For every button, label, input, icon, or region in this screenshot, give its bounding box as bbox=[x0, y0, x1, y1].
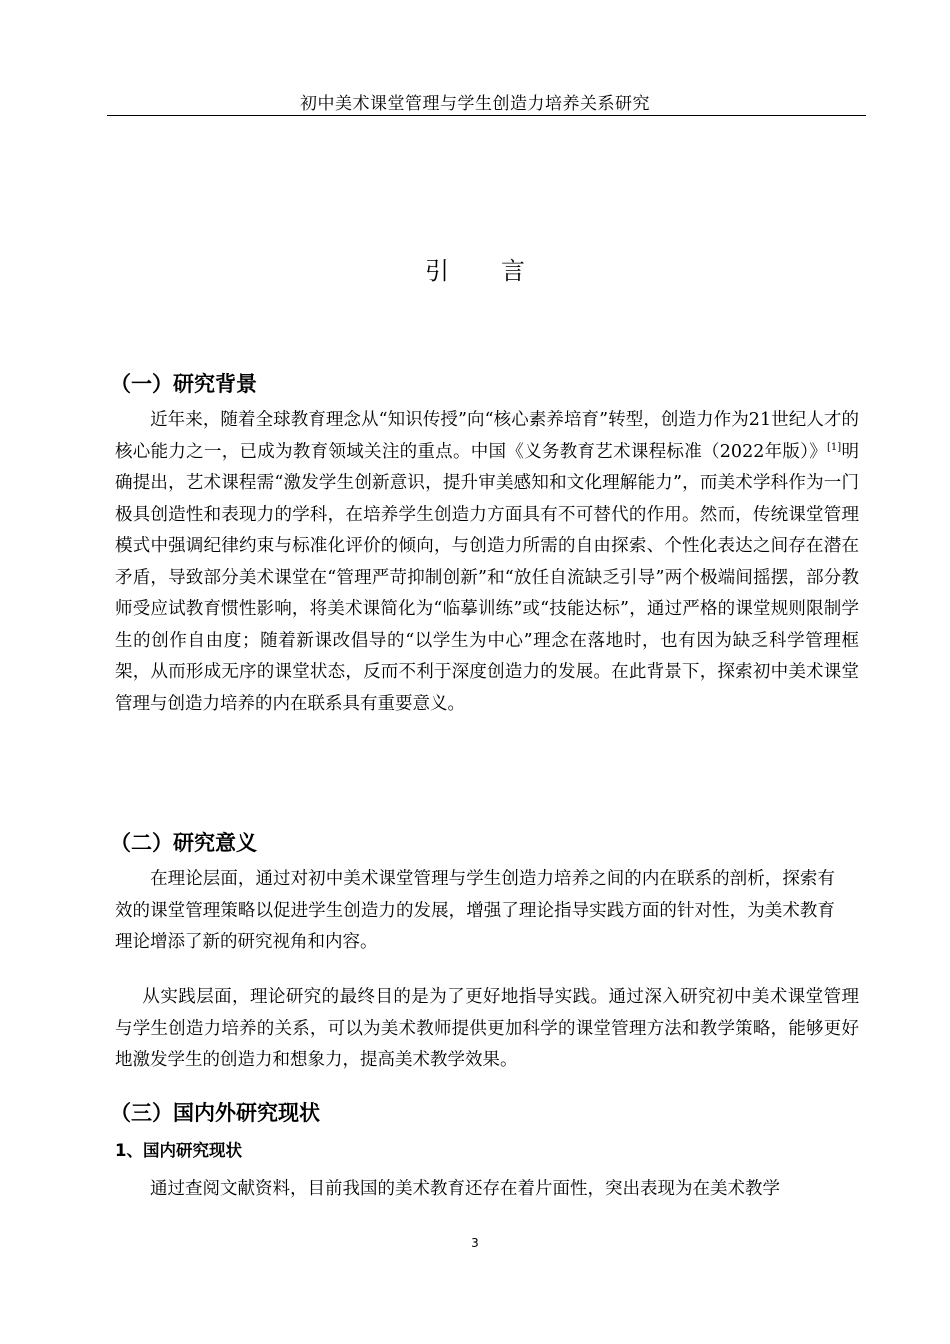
running-header-title: 初中美术课堂管理与学生创造力培养关系研究 bbox=[300, 94, 650, 114]
section-heading-significance: （二）研究意义 bbox=[110, 831, 257, 855]
background-paragraph bbox=[115, 405, 859, 720]
page-number: 3 bbox=[471, 1236, 479, 1250]
section-heading-background: （一）研究背景 bbox=[110, 372, 257, 396]
chapter-title: 引言 bbox=[425, 257, 577, 285]
domestic-status-paragraph bbox=[115, 1174, 859, 1206]
subheading-domestic-status: 1、国内研究现状 bbox=[115, 1141, 242, 1160]
citation-marker: [1] bbox=[827, 441, 842, 453]
header-divider bbox=[107, 115, 866, 116]
domestic-status-text: 通过查阅文献资料，目前我国的美术教育还存在着片面性，突出表现为在美术教学 bbox=[150, 1179, 780, 1199]
significance-paragraph-theory bbox=[115, 864, 835, 959]
background-text-part-2: 明确提出，艺术课程需“激发学生创新意识，提升审美感知和文化理解能力”，而美术学科作为一门极具创造性和表现力的学科，在培养学生创造力方面具有不可替代的作用。然而，传统课堂管理模式中强调纪律约束与标准化评价的倾向，与创造力所需的自由探索、个性化表达之间存在潜在矛盾，导致部分美术课堂在“管理严苛抑制创新”和“放任自流缺乏引导”两个极端间摇摆，部分教师受应试教育惯性影响，将美术课简化为“临摹训练”或“技能达标”，通过严格的课堂规则限制学生的创作自由度；随着新课改倡导的“以学生为中心”理念在落地时，也有因为缺乏科学管理框架，从而形成无序的课堂状态，反而不利于深度创造力的发展。在此背景下，探索初中美术课堂管理与创造力培养的内在联系具有重要意义。 bbox=[115, 441, 859, 714]
section-heading-research-status: （三）国内外研究现状 bbox=[110, 1101, 320, 1125]
significance-theory-text: 在理论层面，通过对初中美术课堂管理与学生创造力培养之间的内在联系的剖析，探索有效的课堂管理策略以促进学生创造力的发展，增强了理论指导实践方面的针对性，为美术教育理论增添了新的研究视角和内容。 bbox=[115, 869, 835, 952]
significance-paragraph-practice bbox=[115, 982, 859, 1077]
significance-practice-text: 从实践层面，理论研究的最终目的是为了更好地指导实践。通过深入研究初中美术课堂管理与学生创造力培养的关系，可以为美术教师提供更加科学的课堂管理方法和教学策略，能够更好地激发学生的创造力和想象力，提高美术教学效果。 bbox=[115, 987, 859, 1070]
background-text-part-1: 近年来，随着全球教育理念从“知识传授”向“核心素养培育”转型，创造力作为21世纪人才的核心能力之一，已成为教育领域关注的重点。中国《义务教育艺术课程标准（2022年版）》 bbox=[115, 410, 859, 462]
